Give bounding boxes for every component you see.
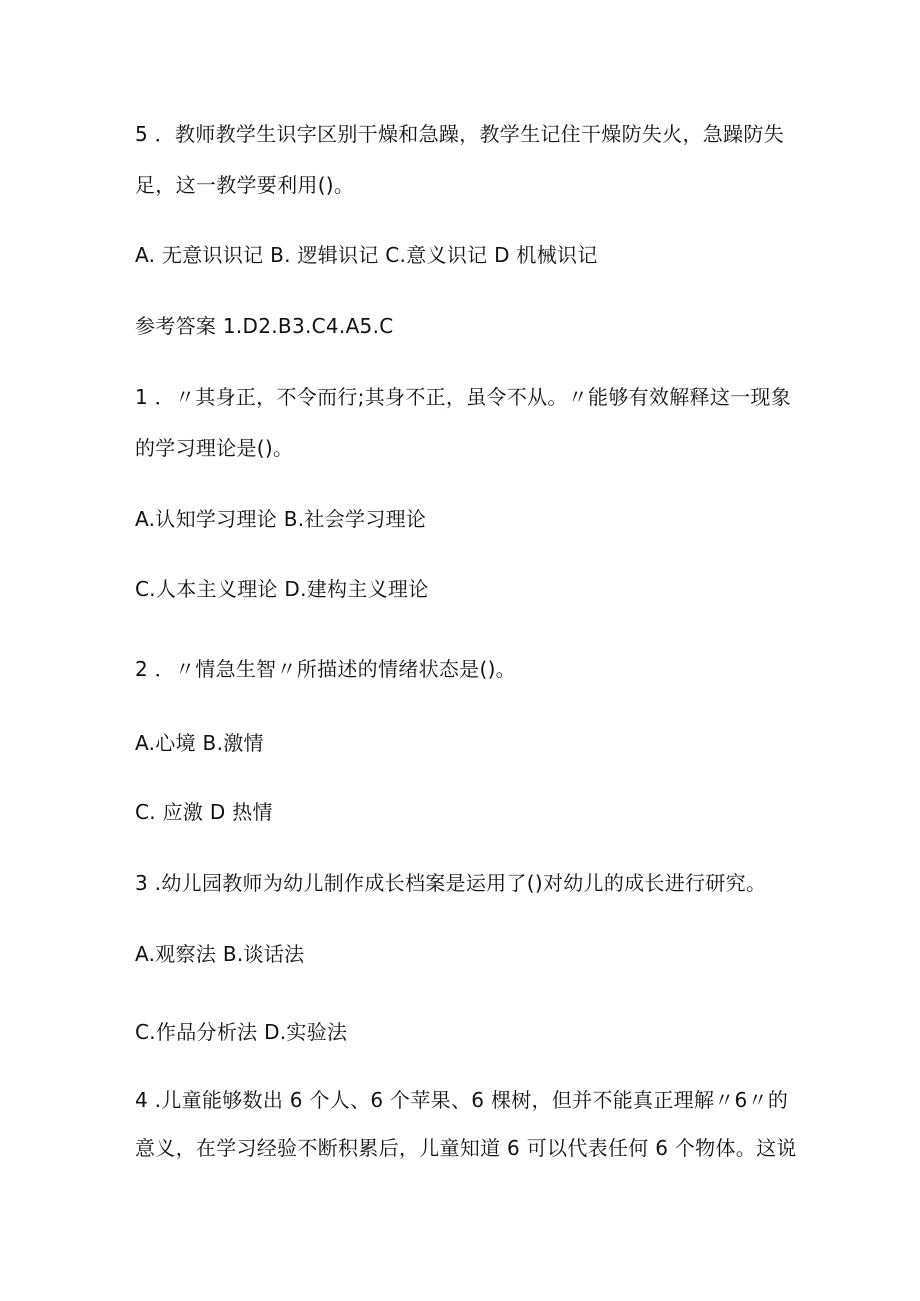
- question-4-line-1: 4 .儿童能够数出 6 个人、6 个苹果、6 棵树，但并不能真正理解〃6〃的: [135, 1088, 789, 1112]
- question-4-line-2: 意义，在学习经验不断积累后，儿童知道 6 可以代表任何 6 个物体。这说: [135, 1136, 797, 1160]
- question-3-options-ab: A.观察法 B.谈话法: [135, 942, 305, 966]
- question-2-options-cd: C. 应激 D 热情: [135, 800, 273, 824]
- question-5-line-1: 5 ．教师教学生识字区别干燥和急躁，教学生记住干燥防失火，急躁防失: [135, 122, 784, 146]
- answer-key: 参考答案 1.D2.B3.C4.A5.C: [135, 314, 394, 338]
- question-5-line-2: 足，这一教学要利用()。: [135, 173, 355, 197]
- question-2-options-ab: A.心境 B.激情: [135, 731, 264, 755]
- question-5-options: A. 无意识识记 B. 逻辑识记 C.意义识记 D 机械识记: [135, 243, 598, 267]
- question-3-line-1: 3 .幼儿园教师为幼儿制作成长档案是运用了()对幼儿的成长进行研究。: [135, 871, 767, 895]
- question-1-line-2: 的学习理论是()。: [135, 436, 294, 460]
- question-2-line-1: 2 ．〃情急生智〃所描述的情绪状态是()。: [135, 657, 516, 681]
- question-1-options-cd: C.人本主义理论 D.建构主义理论: [135, 577, 429, 601]
- question-1-options-ab: A.认知学习理论 B.社会学习理论: [135, 507, 427, 531]
- question-3-options-cd: C.作品分析法 D.实验法: [135, 1020, 348, 1044]
- question-1-line-1: 1 ．〃其身正，不令而行;其身不正，虽令不从。〃能够有效解释这一现象: [135, 385, 792, 409]
